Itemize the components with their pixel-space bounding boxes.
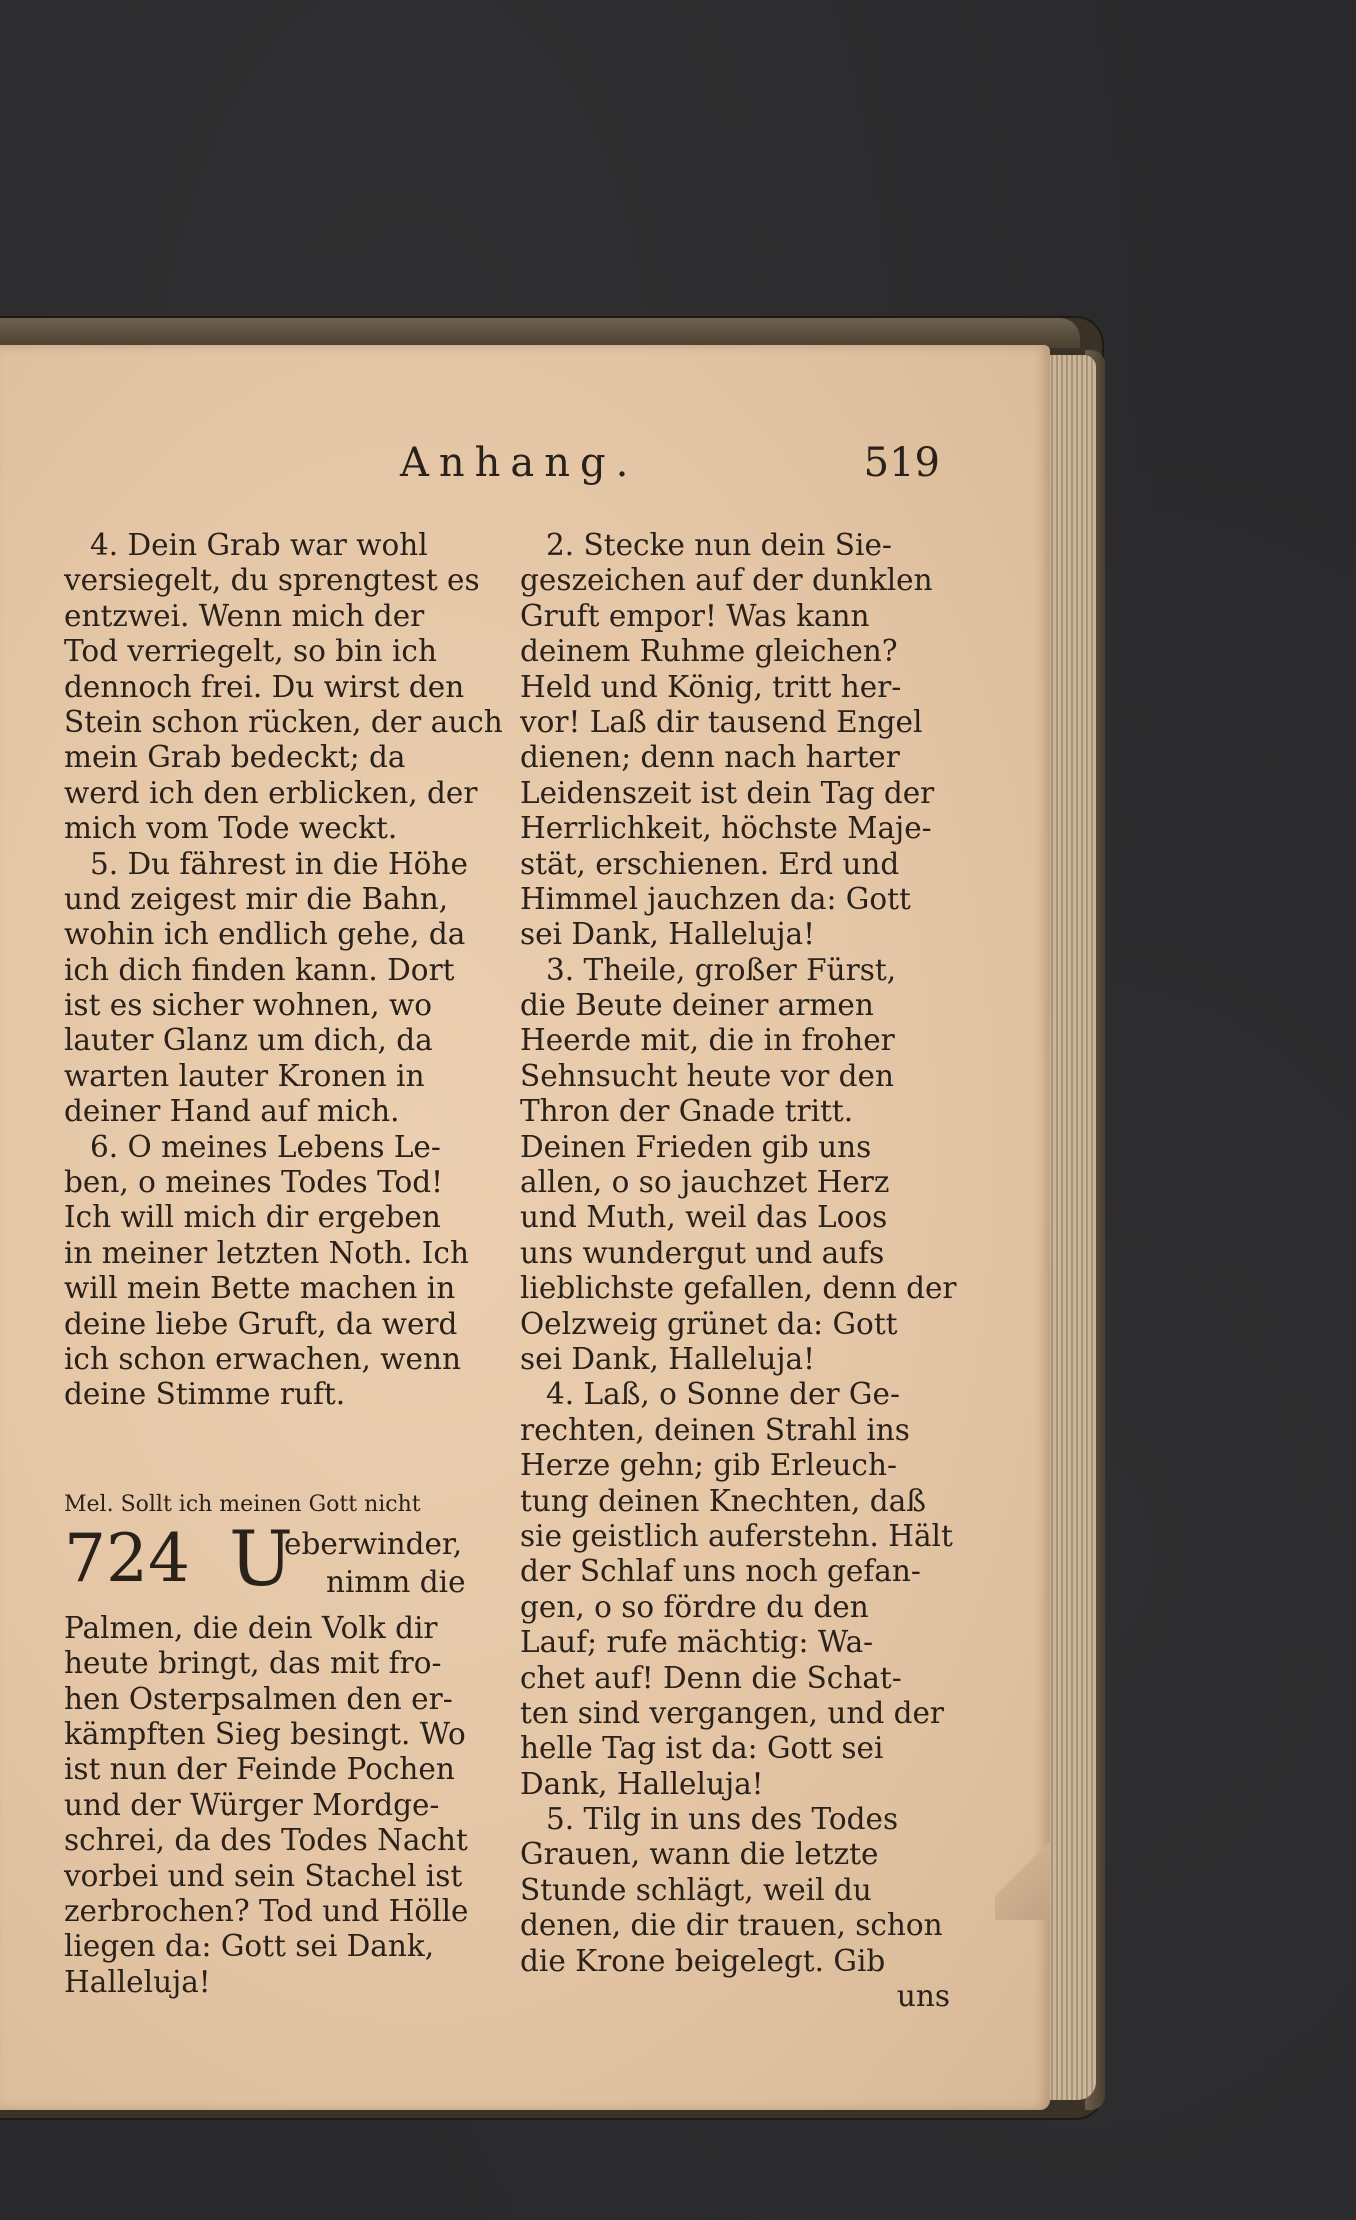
right-column	[520, 528, 957, 2014]
running-head: Anhang.	[400, 440, 639, 486]
text-line: deiner Hand auf mich.	[64, 1094, 400, 1129]
text-line: kämpften Sieg besingt. Wo	[64, 1716, 466, 1751]
text-line: Grauen, wann die letzte	[520, 1837, 879, 1872]
text-line: ist es sicher wohnen, wo	[64, 988, 433, 1023]
text-line: die Krone beigelegt. Gib	[520, 1943, 886, 1978]
text-line: dienen; denn nach harter	[520, 740, 900, 775]
text-line: rechten, deinen Strahl ins	[520, 1412, 910, 1447]
text-line: Dank, Halleluja!	[520, 1766, 764, 1801]
text-line: mein Grab bedeckt; da	[64, 740, 406, 775]
text-line: Sehnsucht heute vor den	[520, 1058, 894, 1093]
text-line: vor! Laß dir tausend Engel	[520, 704, 923, 739]
text-line: Leidenszeit ist dein Tag der	[520, 775, 935, 810]
text-line: Ich will mich dir ergeben	[64, 1200, 441, 1235]
text-line: geszeichen auf der dunklen	[520, 563, 933, 598]
drop-cap: U	[229, 1513, 294, 1603]
text-line: lieblichste gefallen, denn der	[520, 1271, 957, 1306]
text-line: deine liebe Gruft, da werd	[64, 1306, 458, 1341]
text-line: ist nun der Feinde Pochen	[64, 1752, 455, 1787]
melody-note: Mel. Sollt ich meinen Gott nicht	[64, 1491, 421, 1517]
text-line: versiegelt, du sprengtest es	[64, 563, 480, 598]
text-line: Held und König, tritt her-	[520, 669, 902, 704]
text-line: Himmel jauchzen da: Gott	[520, 881, 911, 916]
text-line: Herrlichkeit, höchste Maje-	[520, 811, 932, 846]
text-line: 4. Laß, o Sonne der Ge-	[546, 1377, 900, 1412]
text-line: vorbei und sein Stachel ist	[64, 1858, 463, 1893]
text-line: 6. O meines Lebens Le-	[90, 1129, 441, 1164]
page-header	[400, 440, 940, 500]
text-line: eberwinder,	[284, 1526, 463, 1561]
text-line: die Beute deiner armen	[520, 988, 874, 1023]
text-line: uns wundergut und aufs	[520, 1235, 885, 1270]
text-line: Stunde schlägt, weil du	[520, 1872, 872, 1907]
text-line: tung deinen Knechten, daß	[520, 1483, 926, 1518]
page-corner-fold	[995, 1820, 1050, 1920]
text-line: Gruft empor! Was kann	[520, 598, 870, 633]
section-spacer	[64, 1413, 492, 1485]
text-line: wohin ich endlich gehe, da	[64, 917, 466, 952]
text-line: Deinen Frieden gib uns	[520, 1129, 872, 1164]
text-line: in meiner letzten Noth. Ich	[64, 1235, 469, 1270]
text-line: 4. Dein Grab war wohl	[90, 528, 428, 562]
page-number: 519	[863, 440, 940, 486]
text-line: dennoch frei. Du wirst den	[64, 669, 465, 704]
text-line: chet auf! Denn die Schat-	[520, 1660, 902, 1695]
text-line: warten lauter Kronen in	[64, 1058, 425, 1093]
text-line: entzwei. Wenn mich der	[64, 598, 425, 633]
text-line: Oelzweig grünet da: Gott	[520, 1306, 898, 1341]
text-line: deine Stimme ruft.	[64, 1377, 346, 1412]
text-line: Stein schon rücken, der auch	[64, 704, 503, 739]
text-line: Tod verriegelt, so bin ich	[64, 634, 437, 669]
text-line: allen, o so jauchzet Herz	[520, 1165, 890, 1200]
text-line: zerbrochen? Tod und Hölle	[64, 1893, 469, 1928]
text-line: sei Dank, Halleluja!	[520, 1341, 815, 1376]
text-line: denen, die dir trauen, schon	[520, 1908, 943, 1943]
text-line: der Schlaf uns noch gefan-	[520, 1554, 921, 1589]
text-line: und zeigest mir die Bahn,	[64, 881, 449, 916]
text-line: ich dich finden kann. Dort	[64, 952, 455, 987]
text-line: 5. Tilg in uns des Todes	[546, 1802, 899, 1837]
text-line: ich schon erwachen, wenn	[64, 1341, 461, 1376]
left-column	[64, 528, 503, 2000]
text-line: ben, o meines Todes Tod!	[64, 1165, 443, 1200]
text-line: ten sind vergangen, und der	[520, 1695, 945, 1730]
text-line: Heerde mit, die in froher	[520, 1023, 895, 1058]
text-line: deinem Ruhme gleichen?	[520, 634, 898, 669]
catchword: uns	[896, 1979, 950, 2014]
hymn-number: 724	[64, 1519, 190, 1597]
text-line: nimm die	[326, 1564, 466, 1599]
text-line: 3. Theile, großer Fürst,	[546, 952, 897, 987]
text-line: und der Würger Mordge-	[64, 1787, 440, 1822]
text-line: Herze gehn; gib Erleuch-	[520, 1448, 897, 1483]
text-line: sie geistlich auferstehn. Hält	[520, 1518, 953, 1553]
text-line: Thron der Gnade tritt.	[520, 1094, 854, 1129]
text-line: 2. Stecke nun dein Sie-	[546, 528, 892, 562]
text-line: lauter Glanz um dich, da	[64, 1023, 433, 1058]
text-line: schrei, da des Todes Nacht	[64, 1823, 468, 1858]
text-line: gen, o so fördre du den	[520, 1589, 869, 1624]
text-line: heute bringt, das mit fro-	[64, 1646, 442, 1681]
text-line: Halleluja!	[64, 1964, 211, 1999]
hymn-opening	[64, 1513, 492, 1611]
text-line: Palmen, die dein Volk dir	[64, 1610, 438, 1645]
text-line: liegen da: Gott sei Dank,	[64, 1929, 435, 1964]
text-line: und Muth, weil das Loos	[520, 1200, 888, 1235]
text-line: sei Dank, Halleluja!	[520, 917, 815, 952]
text-line: will mein Bette machen in	[64, 1271, 456, 1306]
text-line: Lauf; rufe mächtig: Wa-	[520, 1625, 874, 1660]
text-line: 5. Du fährest in die Höhe	[90, 846, 468, 881]
text-line: stät, erschienen. Erd und	[520, 846, 900, 881]
text-line: hen Osterpsalmen den er-	[64, 1681, 453, 1716]
book-top-edge	[0, 318, 1080, 348]
text-line: werd ich den erblicken, der	[64, 775, 478, 810]
text-line: helle Tag ist da: Gott sei	[520, 1731, 884, 1766]
text-line: mich vom Tode weckt.	[64, 811, 398, 846]
